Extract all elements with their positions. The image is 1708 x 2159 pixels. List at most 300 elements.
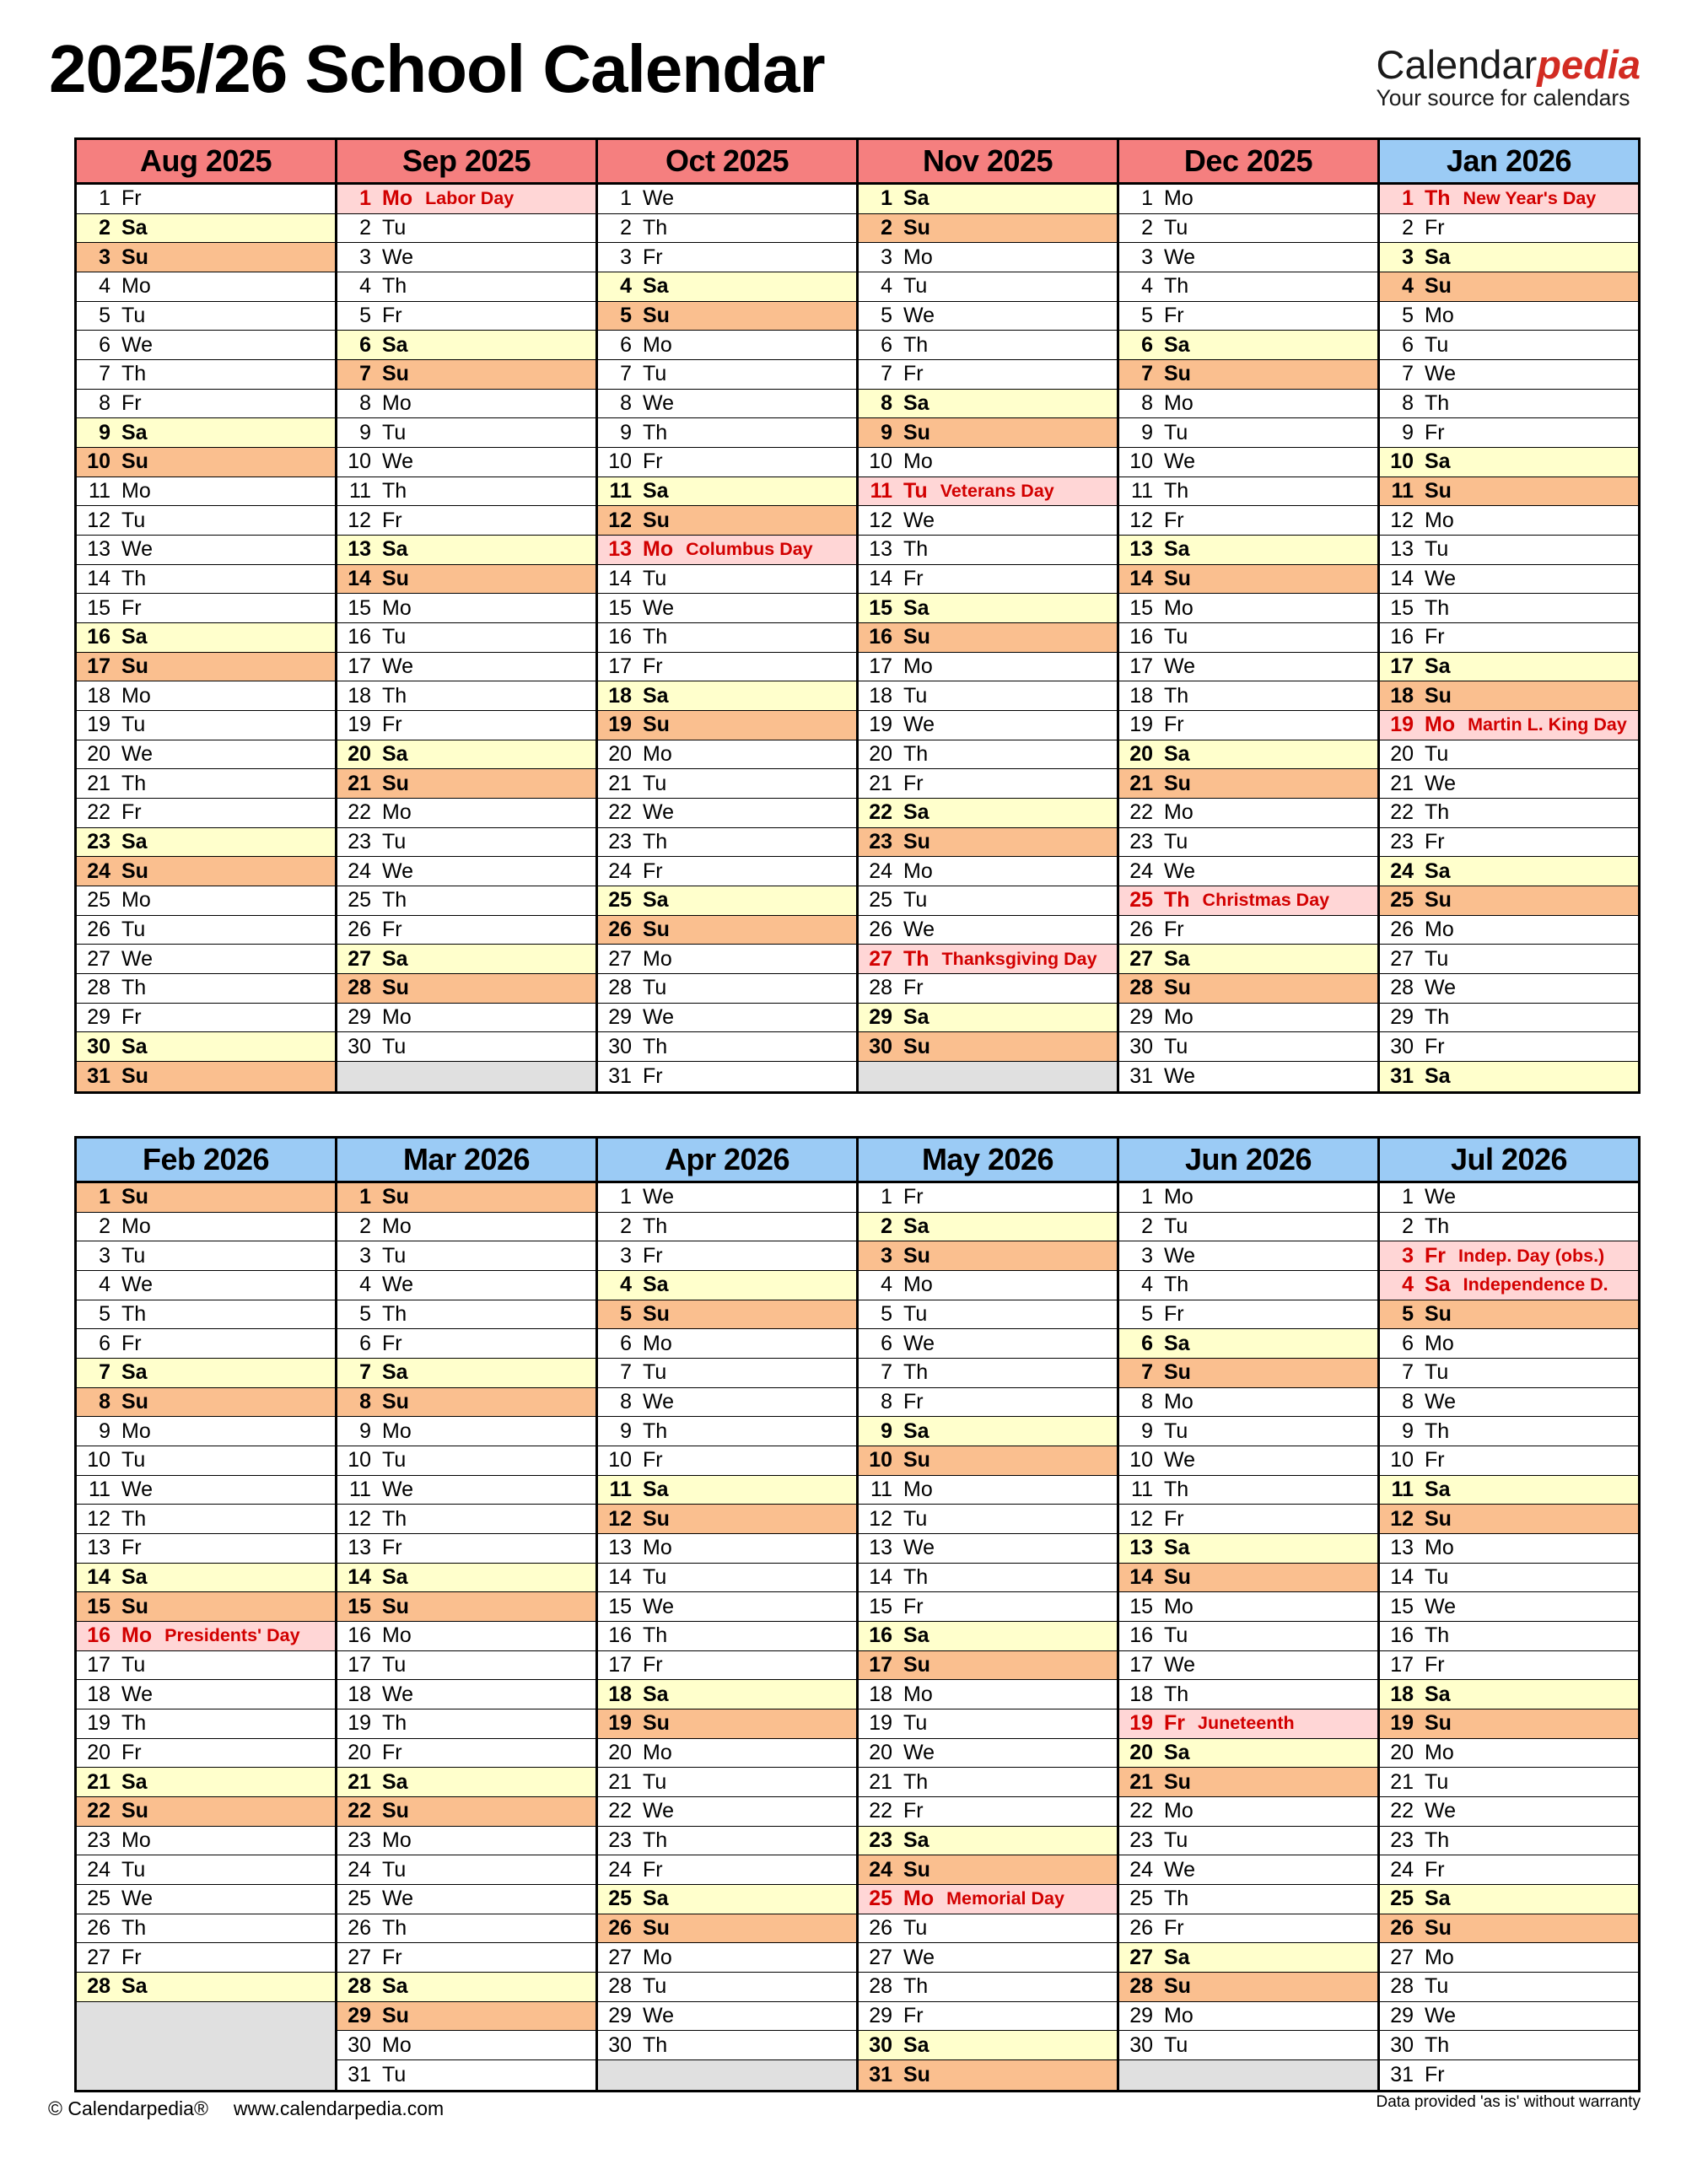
day-weekday: Th: [903, 742, 929, 767]
day-cell: [859, 945, 1117, 974]
day-cell: [1119, 740, 1377, 770]
day-weekday: Fr: [643, 1243, 663, 1268]
day-weekday: We: [121, 742, 154, 767]
day-cell: [1119, 2031, 1377, 2060]
day-cell: [337, 2031, 595, 2060]
day-number: 7: [1141, 1360, 1153, 1385]
day-number: 12: [869, 508, 892, 532]
website-link[interactable]: www.calendarpedia.com: [233, 2097, 445, 2119]
empty-cell: [77, 2060, 335, 2090]
day-weekday: Su: [382, 1185, 409, 1209]
day-cell: [1119, 623, 1377, 653]
day-cell: [337, 1329, 595, 1359]
day-number: 28: [87, 1974, 110, 1999]
day-number: 15: [869, 1594, 892, 1618]
day-weekday: Fr: [1425, 1653, 1445, 1677]
day-cell: [598, 1739, 856, 1769]
day-weekday: Fr: [643, 1857, 663, 1882]
day-weekday: Sa: [382, 537, 408, 562]
day-weekday: Mo: [382, 1214, 412, 1238]
day-cell: [1119, 1943, 1377, 1973]
day-number: 13: [1390, 1536, 1414, 1560]
day-number: 2: [359, 1214, 371, 1238]
day-weekday: We: [643, 2004, 675, 2028]
day-cell: [859, 1592, 1117, 1622]
day-cell: [1380, 1388, 1638, 1418]
day-weekday: Su: [643, 304, 670, 328]
day-weekday: Su: [903, 1653, 930, 1677]
day-cell: [337, 945, 595, 974]
day-weekday: Su: [382, 1594, 409, 1618]
day-number: 19: [1129, 1711, 1153, 1736]
day-number: 10: [608, 1448, 632, 1473]
day-weekday: Su: [382, 567, 409, 591]
day-cell: [337, 1855, 595, 1885]
day-cell: [859, 302, 1117, 331]
day-weekday: Fr: [121, 1741, 142, 1765]
day-cell: [1380, 565, 1638, 595]
day-cell: [1119, 916, 1377, 945]
day-cell: [77, 1032, 335, 1062]
day-number: 31: [87, 1063, 110, 1088]
day-weekday: Sa: [382, 1769, 408, 1794]
day-number: 20: [348, 1741, 371, 1765]
day-cell: [1119, 594, 1377, 623]
day-number: 19: [1129, 713, 1153, 737]
day-number: 6: [1141, 332, 1153, 357]
day-weekday: Fr: [1425, 1448, 1445, 1473]
day-weekday: Su: [121, 859, 148, 883]
day-cell: [859, 594, 1117, 623]
day-number: 4: [881, 1273, 892, 1297]
day-cell: [1380, 1943, 1638, 1973]
day-weekday: Su: [903, 625, 930, 649]
day-weekday: Mo: [121, 888, 151, 913]
day-cell: [1380, 1973, 1638, 2002]
day-cell: [1119, 1241, 1377, 1271]
day-number: 6: [620, 332, 632, 357]
day-number: 1: [99, 186, 110, 211]
day-number: 7: [359, 362, 371, 386]
day-weekday: Sa: [903, 1828, 929, 1853]
day-number: 25: [348, 1887, 371, 1911]
empty-cell: [337, 1062, 595, 1091]
day-weekday: Tu: [903, 1916, 928, 1941]
day-number: 25: [869, 1887, 892, 1911]
day-cell: [77, 1271, 335, 1300]
day-weekday: Su: [1425, 274, 1452, 299]
day-number: 27: [1129, 1945, 1153, 1969]
day-weekday: Sa: [1425, 245, 1451, 269]
day-cell: [598, 360, 856, 390]
day-cell: [859, 185, 1117, 214]
day-number: 22: [1390, 800, 1414, 825]
holiday-label: Independence D.: [1463, 1274, 1608, 1295]
day-number: 21: [1390, 1769, 1414, 1794]
day-number: 25: [348, 888, 371, 913]
day-cell: [598, 1388, 856, 1418]
day-number: 27: [608, 946, 632, 971]
day-weekday: Fr: [1425, 830, 1445, 854]
day-weekday: Fr: [643, 1063, 663, 1088]
day-number: 15: [87, 1594, 110, 1618]
day-cell: [1380, 1476, 1638, 1505]
day-number: 29: [608, 1005, 632, 1030]
day-weekday: Tu: [382, 216, 407, 240]
day-cell: [598, 1241, 856, 1271]
day-cell: [1380, 390, 1638, 419]
day-weekday: We: [1425, 1799, 1457, 1823]
day-number: 14: [87, 1565, 110, 1590]
day-number: 1: [620, 186, 632, 211]
day-number: 10: [1390, 450, 1414, 474]
day-number: 25: [608, 888, 632, 913]
day-weekday: Th: [903, 332, 929, 357]
day-weekday: Th: [643, 1623, 668, 1648]
day-cell: [1380, 1651, 1638, 1681]
day-number: 11: [349, 479, 371, 503]
day-cell: [598, 331, 856, 360]
day-weekday: Fr: [382, 508, 402, 532]
day-weekday: Tu: [903, 1302, 928, 1327]
day-number: 28: [348, 1974, 371, 1999]
day-weekday: Fr: [1164, 1506, 1184, 1531]
day-weekday: Th: [643, 1828, 668, 1853]
day-cell: [337, 302, 595, 331]
day-number: 3: [359, 1243, 371, 1268]
day-number: 19: [348, 1711, 371, 1736]
day-number: 22: [1129, 800, 1153, 825]
day-cell: [77, 1622, 335, 1651]
day-weekday: We: [643, 1005, 675, 1030]
day-number: 3: [1402, 245, 1414, 269]
day-weekday: Su: [1425, 1711, 1452, 1736]
day-weekday: Sa: [121, 1565, 148, 1590]
day-cell: [337, 711, 595, 740]
day-cell: [337, 1446, 595, 1476]
day-number: 17: [87, 654, 110, 679]
day-cell: [337, 243, 595, 272]
day-cell: [337, 418, 595, 448]
day-cell: [337, 360, 595, 390]
logo-text-red: pedia: [1537, 42, 1641, 87]
day-number: 14: [1390, 567, 1414, 591]
day-weekday: Su: [1164, 1769, 1191, 1794]
month-header: Nov 2025: [859, 140, 1117, 185]
day-number: 22: [348, 1799, 371, 1823]
day-cell: [1380, 828, 1638, 858]
day-number: 18: [87, 683, 110, 708]
day-cell: [337, 1032, 595, 1062]
day-cell: [337, 1943, 595, 1973]
day-cell: [337, 653, 595, 682]
day-cell: [337, 214, 595, 244]
day-cell: [859, 1680, 1117, 1709]
day-number: 5: [881, 304, 892, 328]
day-cell: [598, 886, 856, 916]
day-number: 13: [608, 1536, 632, 1560]
day-number: 3: [359, 245, 371, 269]
day-cell: [859, 623, 1117, 653]
day-weekday: Mo: [382, 1419, 412, 1443]
day-weekday: Sa: [382, 946, 408, 971]
day-weekday: Mo: [382, 800, 412, 825]
day-weekday: Su: [1425, 888, 1452, 913]
day-cell: [1380, 1359, 1638, 1388]
day-weekday: Mo: [1425, 1741, 1454, 1765]
day-cell: [598, 302, 856, 331]
day-weekday: We: [121, 332, 154, 357]
day-cell: [1380, 1505, 1638, 1534]
day-cell: [337, 390, 595, 419]
day-number: 3: [99, 245, 110, 269]
day-number: 2: [1402, 1214, 1414, 1238]
day-number: 8: [620, 391, 632, 416]
day-number: 14: [869, 1565, 892, 1590]
day-number: 27: [348, 946, 371, 971]
day-cell: [337, 594, 595, 623]
day-cell: [598, 2031, 856, 2060]
day-weekday: Mo: [1164, 1005, 1193, 1030]
day-weekday: Sa: [1164, 537, 1190, 562]
day-weekday: Sa: [1164, 946, 1190, 971]
day-number: 31: [608, 1063, 632, 1088]
day-weekday: Mo: [1425, 508, 1454, 532]
day-cell: [77, 565, 335, 595]
day-number: 26: [869, 918, 892, 942]
day-number: 9: [99, 1419, 110, 1443]
day-cell: [1119, 243, 1377, 272]
day-cell: [598, 390, 856, 419]
day-cell: [1119, 331, 1377, 360]
day-cell: [1380, 1183, 1638, 1213]
day-number: 6: [99, 332, 110, 357]
day-weekday: Tu: [903, 274, 928, 299]
day-weekday: Mo: [121, 1828, 151, 1853]
day-number: 21: [1390, 771, 1414, 795]
day-weekday: Mo: [121, 1623, 153, 1648]
day-weekday: We: [1425, 1390, 1457, 1414]
day-weekday: Fr: [903, 771, 924, 795]
day-number: 3: [620, 245, 632, 269]
day-weekday: Th: [903, 537, 929, 562]
day-weekday: Tu: [1164, 216, 1188, 240]
day-cell: [1119, 681, 1377, 711]
day-weekday: Fr: [1425, 625, 1445, 649]
day-weekday: We: [1164, 654, 1196, 679]
day-number: 16: [1129, 1623, 1153, 1648]
day-number: 10: [1129, 1448, 1153, 1473]
day-number: 2: [620, 1214, 632, 1238]
day-number: 4: [620, 1273, 632, 1297]
day-number: 10: [869, 450, 892, 474]
day-weekday: Th: [382, 1506, 407, 1531]
day-cell: [1380, 711, 1638, 740]
day-cell: [598, 1476, 856, 1505]
day-weekday: Sa: [1425, 654, 1451, 679]
day-weekday: Sa: [1164, 1741, 1190, 1765]
day-cell: [598, 1914, 856, 1944]
day-weekday: Mo: [1425, 1945, 1454, 1969]
day-cell: [77, 477, 335, 507]
day-number: 9: [1141, 1419, 1153, 1443]
day-cell: [337, 1241, 595, 1271]
day-cell: [1119, 1183, 1377, 1213]
day-weekday: Su: [382, 362, 409, 386]
day-weekday: Sa: [1425, 1887, 1451, 1911]
day-weekday: We: [382, 245, 414, 269]
day-cell: [859, 331, 1117, 360]
day-weekday: Tu: [121, 1857, 146, 1882]
day-weekday: Sa: [121, 1360, 148, 1385]
day-number: 27: [869, 1945, 892, 1969]
day-weekday: Mo: [643, 1536, 672, 1560]
day-number: 13: [348, 537, 371, 562]
day-number: 6: [1402, 1331, 1414, 1355]
day-number: 10: [608, 450, 632, 474]
day-cell: [77, 390, 335, 419]
day-weekday: Th: [643, 216, 668, 240]
day-number: 10: [869, 1448, 892, 1473]
day-number: 27: [608, 1945, 632, 1969]
day-weekday: Tu: [643, 771, 667, 795]
day-weekday: Mo: [1164, 2004, 1193, 2028]
day-number: 28: [608, 976, 632, 1000]
day-weekday: Su: [382, 771, 409, 795]
day-number: 11: [89, 1478, 110, 1502]
day-weekday: Su: [1425, 683, 1452, 708]
day-cell: [1119, 886, 1377, 916]
day-cell: [337, 1476, 595, 1505]
day-weekday: Th: [121, 362, 147, 386]
day-number: 28: [1390, 1974, 1414, 1999]
day-cell: [859, 1564, 1117, 1593]
day-cell: [337, 448, 595, 477]
day-weekday: Sa: [1164, 1945, 1190, 1969]
day-weekday: Sa: [643, 888, 669, 913]
day-number: 18: [1129, 683, 1153, 708]
day-weekday: Fr: [382, 713, 402, 737]
day-number: 15: [348, 595, 371, 620]
day-weekday: Mo: [1164, 1390, 1193, 1414]
day-number: 20: [1129, 742, 1153, 767]
day-cell: [598, 565, 856, 595]
calendarpedia-logo[interactable]: [1377, 44, 1641, 110]
day-cell: [1380, 448, 1638, 477]
day-cell: [859, 799, 1117, 828]
day-cell: [77, 769, 335, 799]
day-number: 26: [608, 918, 632, 942]
day-cell: [77, 974, 335, 1004]
day-cell: [598, 1359, 856, 1388]
day-cell: [77, 828, 335, 858]
month-header: Mar 2026: [337, 1139, 595, 1183]
day-number: 25: [1129, 1887, 1153, 1911]
day-number: 5: [1141, 1302, 1153, 1327]
day-number: 26: [1129, 918, 1153, 942]
day-cell: [1380, 1300, 1638, 1330]
day-cell: [859, 2031, 1117, 2060]
day-weekday: Th: [1425, 1214, 1450, 1238]
day-cell: [1380, 536, 1638, 565]
day-weekday: Th: [1164, 888, 1190, 913]
logo-tagline: Your source for calendars: [1376, 85, 1630, 111]
day-cell: [598, 974, 856, 1004]
day-number: 30: [348, 2032, 371, 2057]
day-cell: [1380, 1592, 1638, 1622]
day-cell: [337, 2060, 595, 2090]
day-weekday: Su: [1425, 1916, 1452, 1941]
day-number: 26: [1390, 918, 1414, 942]
day-cell: [337, 740, 595, 770]
day-number: 27: [87, 946, 110, 971]
day-weekday: Su: [643, 1506, 670, 1531]
day-cell: [337, 857, 595, 886]
day-weekday: Tu: [1164, 830, 1188, 854]
day-cell: [77, 272, 335, 302]
day-weekday: Su: [643, 1711, 670, 1736]
day-number: 21: [348, 771, 371, 795]
day-cell: [77, 653, 335, 682]
day-weekday: Sa: [121, 420, 148, 444]
day-number: 7: [1402, 1360, 1414, 1385]
day-weekday: Mo: [1164, 1799, 1193, 1823]
day-number: 10: [348, 450, 371, 474]
day-cell: [859, 1476, 1117, 1505]
day-weekday: We: [1425, 362, 1457, 386]
day-cell: [1380, 302, 1638, 331]
day-weekday: Th: [121, 1711, 147, 1736]
day-number: 16: [348, 625, 371, 649]
day-cell: [77, 1446, 335, 1476]
day-number: 16: [869, 625, 892, 649]
day-number: 19: [1390, 713, 1414, 737]
day-weekday: Th: [1425, 595, 1450, 620]
day-number: 8: [620, 1390, 632, 1414]
day-number: 29: [348, 1005, 371, 1030]
day-number: 7: [99, 362, 110, 386]
day-weekday: Fr: [382, 1741, 402, 1765]
day-cell: [337, 185, 595, 214]
day-number: 6: [881, 332, 892, 357]
day-number: 12: [1129, 1506, 1153, 1531]
day-cell: [77, 1855, 335, 1885]
day-weekday: Su: [643, 508, 670, 532]
day-number: 9: [620, 1419, 632, 1443]
day-number: 3: [620, 1243, 632, 1268]
day-cell: [859, 1709, 1117, 1739]
day-cell: [1119, 1885, 1377, 1914]
day-weekday: We: [643, 595, 675, 620]
day-number: 20: [608, 1741, 632, 1765]
day-cell: [337, 828, 595, 858]
day-number: 12: [608, 508, 632, 532]
day-cell: [598, 477, 856, 507]
month-column: [337, 140, 598, 1091]
day-number: 27: [1390, 1945, 1414, 1969]
day-weekday: We: [1164, 450, 1196, 474]
day-weekday: Tu: [1164, 1214, 1188, 1238]
day-number: 28: [869, 976, 892, 1000]
day-cell: [1119, 1476, 1377, 1505]
day-cell: [1380, 1417, 1638, 1446]
day-weekday: Th: [121, 567, 147, 591]
day-weekday: We: [382, 1682, 414, 1706]
day-weekday: We: [903, 1536, 935, 1560]
day-cell: [1380, 418, 1638, 448]
day-cell: [859, 1943, 1117, 1973]
day-number: 24: [869, 1857, 892, 1882]
